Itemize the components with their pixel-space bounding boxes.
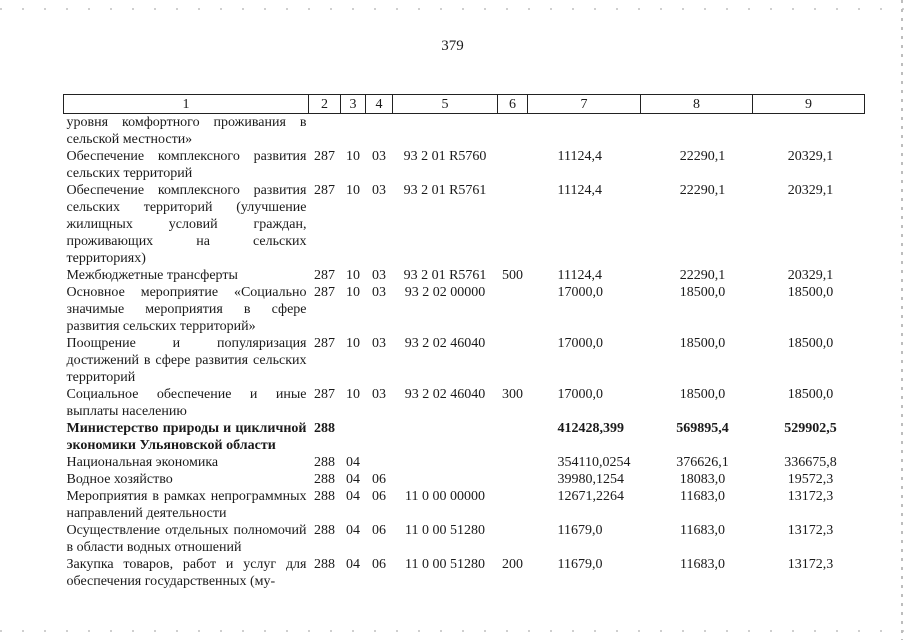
row-expense-type [498,522,528,556]
bottom-scan-edge [0,630,905,632]
table-row [64,386,865,420]
header-col-4: 4 [366,95,393,114]
table-body [64,114,865,591]
row-value-col7: 412428,399 [557,421,624,436]
row-admin-code: 287 [314,387,335,402]
row-value-col9 [753,114,865,149]
header-col-7: 7 [528,95,641,114]
row-subsection: 03 [372,149,386,164]
row-value-col8: 22290,1 [679,183,726,198]
row-target-article [393,114,498,149]
row-admin-code: 288 [314,472,335,487]
row-admin-code: 288 [314,523,335,538]
row-target-article: 11 0 00 00000 [405,489,485,504]
row-value-col7: 11124,4 [557,183,602,198]
row-admin-code [309,114,341,149]
row-subsection [366,114,393,149]
row-subsection: 06 [372,523,386,538]
row-target-article [393,471,498,488]
table-row [64,148,865,182]
row-value-col8: 11683,0 [680,557,725,572]
row-name: Обеспечение комплексного развития сельских территорий [66,149,307,181]
row-value-col8: 18500,0 [679,387,726,402]
header-col-8: 8 [641,95,753,114]
row-section: 10 [346,183,360,198]
row-admin-code: 287 [314,268,335,283]
row-expense-type: 500 [502,268,523,283]
row-admin-code: 288 [314,421,335,436]
row-expense-type [498,420,528,454]
row-value-col7: 17000,0 [557,336,603,351]
row-target-article: 93 2 02 00000 [404,285,486,300]
row-expense-type [498,471,528,488]
row-target-article: 93 2 02 46040 [404,387,486,402]
row-value-col7: 11124,4 [557,268,602,283]
row-name: Национальная экономика [66,455,219,470]
row-value-col7: 354110,0254 [557,455,631,470]
row-value-col7: 11124,4 [557,149,602,164]
row-section: 10 [346,285,360,300]
row-section: 04 [346,472,360,487]
row-value-col8: 11683,0 [680,523,725,538]
row-section: 10 [346,268,360,283]
row-subsection: 03 [372,285,386,300]
row-value-col8: 376626,1 [676,455,729,470]
table-row [64,522,865,556]
row-target-article: 11 0 00 51280 [405,523,485,538]
row-section: 10 [346,149,360,164]
row-value-col7: 12671,2264 [557,489,624,504]
table-row [64,284,865,335]
table-row [64,471,865,488]
row-value-col8: 18500,0 [679,336,726,351]
row-value-col9: 20329,1 [787,268,834,283]
row-value-col9: 13172,3 [787,557,834,572]
top-scan-edge [0,8,905,10]
row-value-col9: 18500,0 [787,387,834,402]
row-value-col7: 11679,0 [557,557,603,572]
row-value-col9: 20329,1 [787,183,834,198]
header-col-3: 3 [341,95,366,114]
row-value-col9: 20329,1 [787,149,834,164]
row-value-col7: 39980,1254 [557,472,624,487]
row-subsection [366,454,393,471]
row-value-col9: 13172,3 [787,489,834,504]
row-value-col9: 18500,0 [787,336,834,351]
row-value-col7: 17000,0 [557,285,603,300]
row-name: Закупка товаров, работ и услуг для обеспечения государственных (му- [66,557,307,589]
row-section: 04 [346,489,360,504]
row-name: Обеспечение комплексного развития сельских территорий (улучшение жилищных условий граждан, проживающих на сельских территориях) [66,183,307,266]
row-value-col7 [528,114,641,149]
row-target-article: 93 2 02 46040 [404,336,486,351]
row-value-col8: 22290,1 [679,268,726,283]
row-value-col8 [641,114,753,149]
row-name: Социальное обеспечение и иные выплаты населению [66,387,307,419]
row-value-col8: 22290,1 [679,149,726,164]
row-expense-type [498,335,528,386]
row-target-article: 93 2 01 R5761 [403,268,487,283]
row-value-col9: 18500,0 [787,285,834,300]
table-row [64,114,865,149]
row-section: 10 [346,336,360,351]
row-section [341,114,366,149]
row-expense-type [498,284,528,335]
row-value-col8: 18500,0 [679,285,726,300]
row-section: 10 [346,387,360,402]
right-scan-edge [901,0,903,640]
row-value-col9: 13172,3 [787,523,834,538]
row-value-col9: 529902,5 [784,421,837,436]
row-value-col7: 11679,0 [557,523,603,538]
row-name: Поощрение и популяризация достижений в сфере развития сельских территорий [66,336,307,385]
row-expense-type [498,114,528,149]
row-name: уровня комфортного проживания в сельской местности» [66,115,307,147]
row-name: Межбюджетные трансферты [66,268,238,283]
row-subsection: 06 [372,472,386,487]
row-target-article: 11 0 00 51280 [405,557,485,572]
row-target-article: 93 2 01 R5760 [403,149,487,164]
header-col-2: 2 [309,95,341,114]
row-name: Министерство природы и цикличной экономики Ульяновской области [66,421,307,453]
row-admin-code: 288 [314,489,335,504]
table-row [64,335,865,386]
table-header [64,95,865,114]
row-admin-code: 287 [314,183,335,198]
row-section: 04 [346,557,360,572]
row-admin-code: 287 [314,149,335,164]
row-section [341,420,366,454]
row-name: Основное мероприятие «Социально значимые мероприятия в сфере развития сельских территорий» [66,285,307,334]
row-target-article: 93 2 01 R5761 [403,183,487,198]
row-subsection: 03 [372,183,386,198]
row-expense-type: 200 [502,557,523,572]
budget-table [63,94,865,590]
row-expense-type [498,182,528,267]
row-subsection: 03 [372,336,386,351]
row-expense-type [498,148,528,182]
table-row [64,182,865,267]
row-subsection [366,420,393,454]
header-col-1: 1 [64,95,309,114]
row-value-col8: 569895,4 [676,421,729,436]
table-row [64,420,865,454]
table-row [64,556,865,590]
header-col-5: 5 [393,95,498,114]
row-admin-code: 287 [314,336,335,351]
row-name: Осуществление отдельных полномочий в области водных отношений [66,523,307,555]
row-value-col8: 18083,0 [679,472,726,487]
row-section: 04 [346,523,360,538]
table-row [64,454,865,471]
row-value-col9: 336675,8 [784,455,837,470]
row-expense-type [498,454,528,471]
header-col-6: 6 [498,95,528,114]
row-subsection: 03 [372,387,386,402]
table-row [64,488,865,522]
row-subsection: 03 [372,268,386,283]
row-admin-code: 287 [314,285,335,300]
row-value-col8: 11683,0 [680,489,725,504]
row-expense-type [498,488,528,522]
row-expense-type: 300 [502,387,523,402]
row-admin-code: 288 [314,557,335,572]
page-number: 379 [441,38,464,54]
row-admin-code: 288 [314,455,335,470]
row-section: 04 [346,455,360,470]
row-value-col9: 19572,3 [787,472,834,487]
row-name: Водное хозяйство [66,472,173,487]
row-subsection: 06 [372,489,386,504]
table-row [64,267,865,284]
row-target-article [393,420,498,454]
header-col-9: 9 [753,95,865,114]
row-name: Мероприятия в рамках непрограммных направлений деятельности [66,489,307,521]
row-target-article [393,454,498,471]
row-subsection: 06 [372,557,386,572]
row-value-col7: 17000,0 [557,387,603,402]
